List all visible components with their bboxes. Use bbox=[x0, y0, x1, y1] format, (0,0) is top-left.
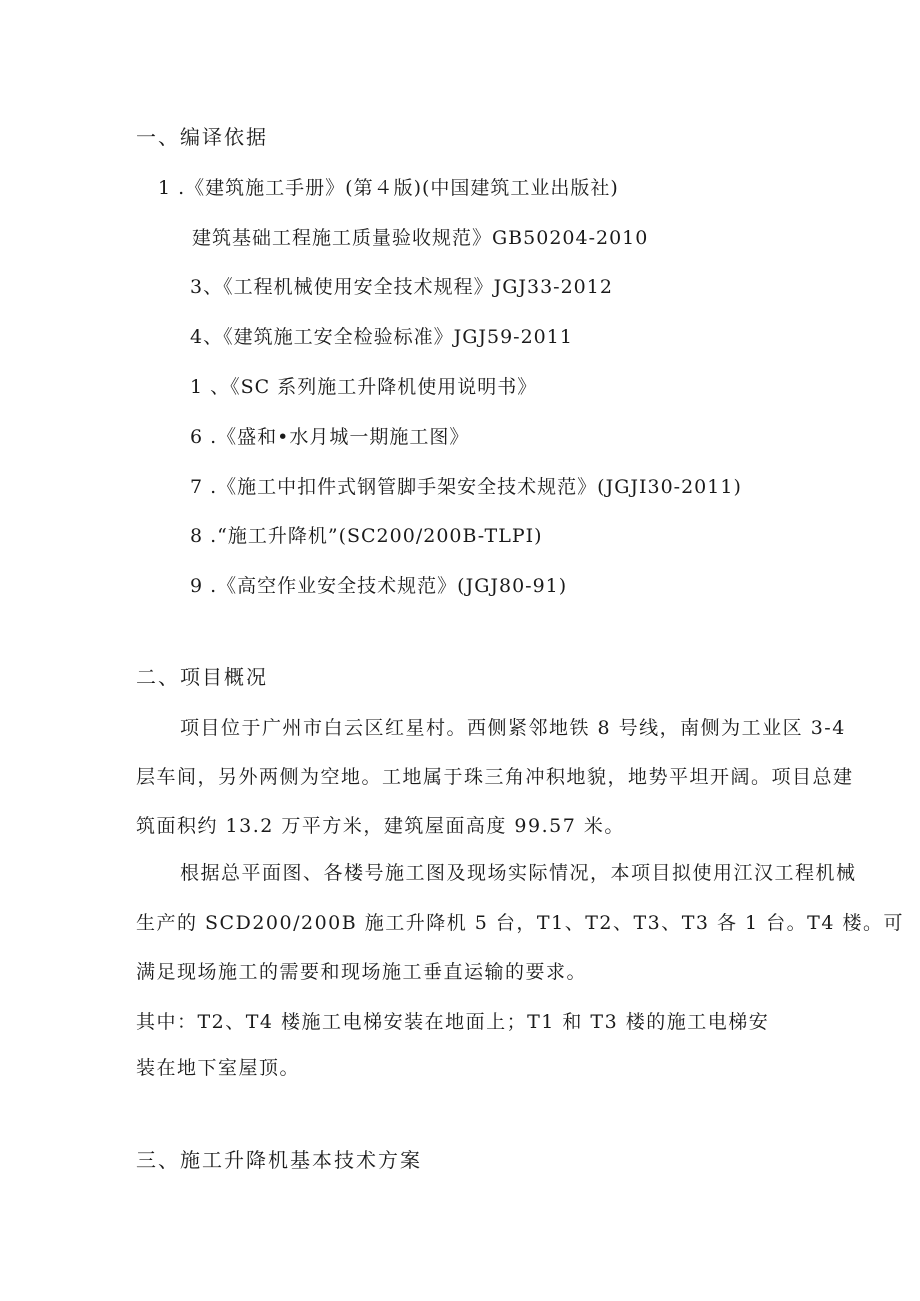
basis-item-1: 1 .《建筑施工手册》(第４版)(中国建筑工业出版社) bbox=[158, 177, 619, 199]
overview-para1-line1: 项目位于广州市白云区红星村。西侧紧邻地铁 8 号线，南侧为工业区 3-4 bbox=[180, 717, 846, 739]
overview-para2-line2: 生产的 SCD200/200B 施工升降机 5 台，T1、T2、T3、T3 各 1 台。T4 楼。可 bbox=[136, 912, 904, 934]
basis-item-8: 8 .“施工升降机”(SC200/200B-TLPI) bbox=[190, 525, 543, 547]
overview-para3-line1: 其中：T2、T4 楼施工电梯安装在地面上；T1 和 T3 楼的施工电梯安 bbox=[136, 1011, 770, 1033]
section-heading-basis: 一、编译依据 bbox=[136, 125, 268, 149]
basis-item-4: 4、《建筑施工安全检验标准》JGJ59-2011 bbox=[190, 326, 573, 348]
basis-item-3: 3、《工程机械使用安全技术规程》JGJ33-2012 bbox=[190, 276, 613, 298]
overview-para2-line3: 满足现场施工的需要和现场施工垂直运输的要求。 bbox=[136, 961, 588, 983]
overview-para1-line2: 层车间，另外两侧为空地。工地属于珠三角冲积地貌，地势平坦开阔。项目总建 bbox=[136, 766, 854, 788]
basis-item-7: 7 .《施工中扣件式钢管脚手架安全技术规范》(JGJI30-2011) bbox=[190, 476, 742, 498]
section-heading-overview: 二、项目概况 bbox=[136, 665, 268, 689]
basis-item-9: 9 .《高空作业安全技术规范》(JGJ80-91) bbox=[190, 575, 568, 597]
section-heading-technical-plan: 三、施工升降机基本技术方案 bbox=[136, 1148, 422, 1172]
basis-item-6: 6 .《盛和•水月城一期施工图》 bbox=[190, 426, 470, 448]
basis-item-5: 1 、《SC 系列施工升降机使用说明书》 bbox=[190, 376, 538, 398]
overview-para1-line3: 筑面积约 13.2 万平方米，建筑屋面高度 99.57 米。 bbox=[136, 815, 625, 837]
overview-para2-line1: 根据总平面图、各楼号施工图及现场实际情况，本项目拟使用江汉工程机械 bbox=[180, 862, 857, 884]
basis-item-2: 建筑基础工程施工质量验收规范》GB50204-2010 bbox=[192, 227, 649, 249]
overview-para3-line2: 装在地下室屋顶。 bbox=[136, 1057, 301, 1079]
